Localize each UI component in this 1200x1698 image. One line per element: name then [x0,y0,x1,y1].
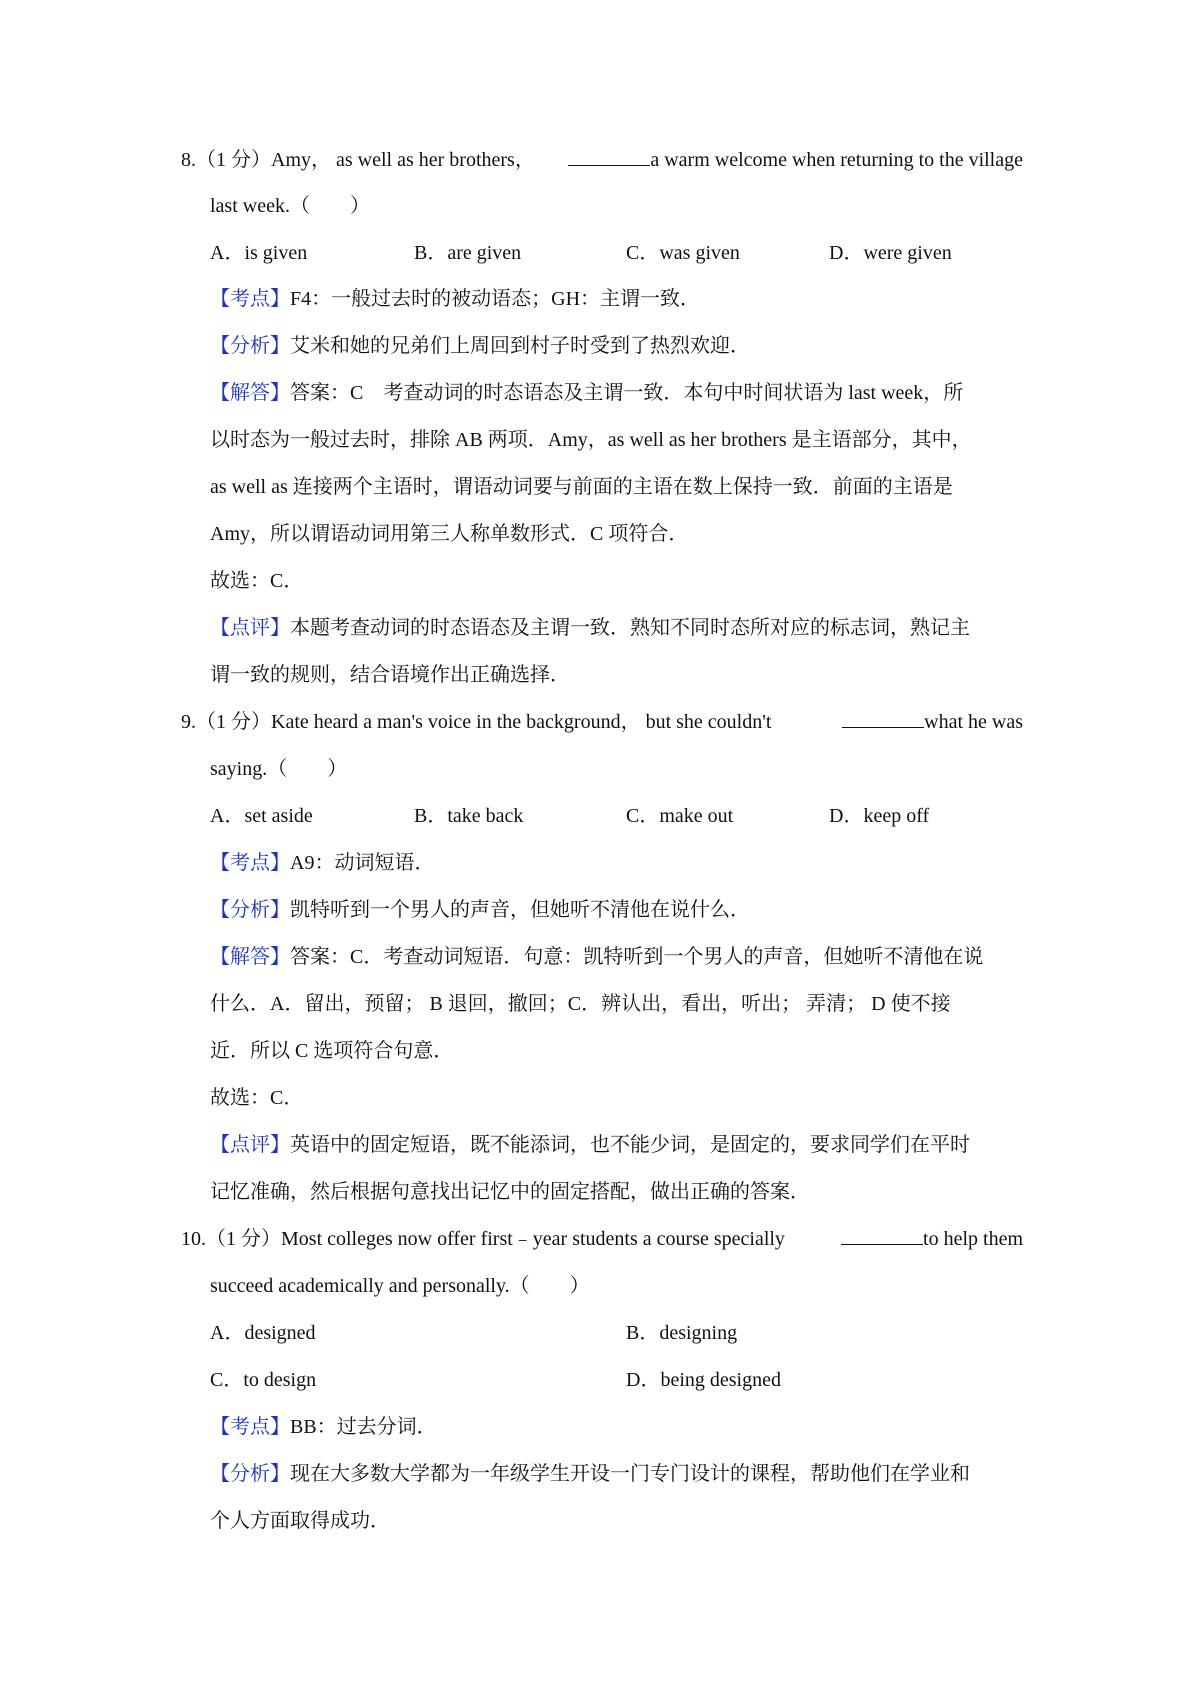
q8-option-d: D．were given [829,242,952,264]
q10-fenxi-text1: 现在大多数大学都为一年级学生开设一门专门设计的课程，帮助他们在学业和 [290,1463,970,1485]
q9-stem-line1 [181,709,1023,735]
q9-fenxi-text: 凯特听到一个男人的声音，但她听不清他在说什么． [290,899,750,921]
q10-kaodian [210,1414,437,1440]
q8-stem-line2: last week.（ ） [210,195,370,217]
q9-fenxi-tag: 【分析】 [210,899,290,921]
q8-jieda-line3: as well as 连接两个主语时，谓语动词要与前面的主语在数上保持一致．前面的主语是 [210,476,953,498]
q10-option-b: B．designing [626,1322,738,1344]
q10-option-c: C．to design [210,1369,317,1391]
q8-dianping-line1 [210,615,970,641]
q8-stem-suffix: a warm welcome when returning to the village [650,149,1023,171]
q9-jieda-tag: 【解答】 [210,946,290,968]
q8-kaodian-text: F4：一般过去时的被动语态；GH：主谓一致． [290,288,701,310]
q9-answer-blank [842,709,924,728]
q9-stem-rest [842,709,1023,735]
q10-stem-line1 [181,1226,1023,1252]
q9-fenxi [210,897,750,923]
q9-kaodian-tag: 【考点】 [210,852,290,874]
q9-dianping-tag: 【点评】 [210,1134,290,1156]
q9-stem-line2: saying.（ ） [210,758,348,780]
q9-dianping-line1 [210,1132,970,1158]
q8-kaodian-tag: 【考点】 [210,288,290,310]
q9-jieda-line3: 近．所以 C 选项符合句意． [210,1040,454,1062]
q9-option-b: B．take back [414,805,524,827]
q10-option-a: A．designed [210,1322,316,1344]
q8-fenxi-text: 艾米和她的兄弟们上周回到村子时受到了热烈欢迎． [290,335,750,357]
q8-option-a: A．is given [210,242,308,264]
q9-dianping-line2: 记忆准确，然后根据句意找出记忆中的固定搭配，做出正确的答案． [210,1181,810,1203]
q9-kaodian [210,850,434,876]
q10-fenxi-line1 [210,1461,970,1487]
q10-stem-suffix: to help them [923,1228,1023,1250]
q8-dianping-text1: 本题考查动词的时态语态及主谓一致．熟知不同时态所对应的标志词，熟记主 [290,617,970,639]
q8-jieda-text1: 答案：C 考查动词的时态语态及主谓一致．本句中时间状语为 last week，所 [290,382,964,404]
q10-fenxi-tag: 【分析】 [210,1463,290,1485]
q8-jieda-line1 [210,380,963,406]
q8-option-c: C．was given [626,242,740,264]
q9-jieda-line2: 什么．A．留出，预留； B 退回，撤回；C．辨认出，看出，听出； 弄清； D 使不接 [210,993,951,1015]
q10-stem-line2: succeed academically and personally.（ ） [210,1275,590,1297]
q10-fenxi-line2: 个人方面取得成功． [210,1510,390,1532]
q8-jieda-tag: 【解答】 [210,382,290,404]
q8-option-b: B．are given [414,242,522,264]
q10-stem-rest [841,1226,1023,1252]
q8-fenxi [210,333,750,359]
q8-stem-line1 [181,147,1023,173]
q10-answer-blank [841,1226,923,1245]
q9-dianping-text1: 英语中的固定短语，既不能添词，也不能少词，是固定的，要求同学们在平时 [290,1134,970,1156]
q10-stem-prefix: 10.（1 分）Most colleges now offer first﹣year students a course specially [181,1228,785,1250]
q9-option-d: D．keep off [829,805,930,827]
q9-stem-suffix: what he was [924,711,1023,733]
q10-option-d: D．being designed [626,1369,781,1391]
q8-stem-prefix: 8.（1 分）Amy， as well as her brothers， [181,149,535,171]
q9-stem-prefix: 9.（1 分）Kate heard a man's voice in the background， but she couldn't [181,711,772,733]
q8-guxuan: 故选：C． [210,570,304,592]
q8-kaodian [210,286,700,312]
q10-kaodian-text: BB：过去分词． [290,1416,437,1438]
q10-kaodian-tag: 【考点】 [210,1416,290,1438]
q8-fenxi-tag: 【分析】 [210,335,290,357]
q9-option-c: C．make out [626,805,734,827]
q9-kaodian-text: A9：动词短语． [290,852,435,874]
q8-jieda-line2: 以时态为一般过去时，排除 AB 两项．Amy，as well as her brothers 是主语部分，其中， [210,429,972,451]
q9-jieda-line1 [210,944,983,970]
q8-answer-blank [568,147,650,166]
q8-stem-rest [568,147,1023,173]
q9-guxuan: 故选：C． [210,1087,304,1109]
q8-jieda-line4: Amy，所以谓语动词用第三人称单数形式．C 项符合． [210,523,689,545]
q9-option-a: A．set aside [210,805,313,827]
q9-jieda-text1: 答案：C．考查动词短语．句意：凯特听到一个男人的声音，但她听不清他在说 [290,946,984,968]
q8-dianping-line2: 谓一致的规则，结合语境作出正确选择． [210,664,570,686]
q8-dianping-tag: 【点评】 [210,617,290,639]
